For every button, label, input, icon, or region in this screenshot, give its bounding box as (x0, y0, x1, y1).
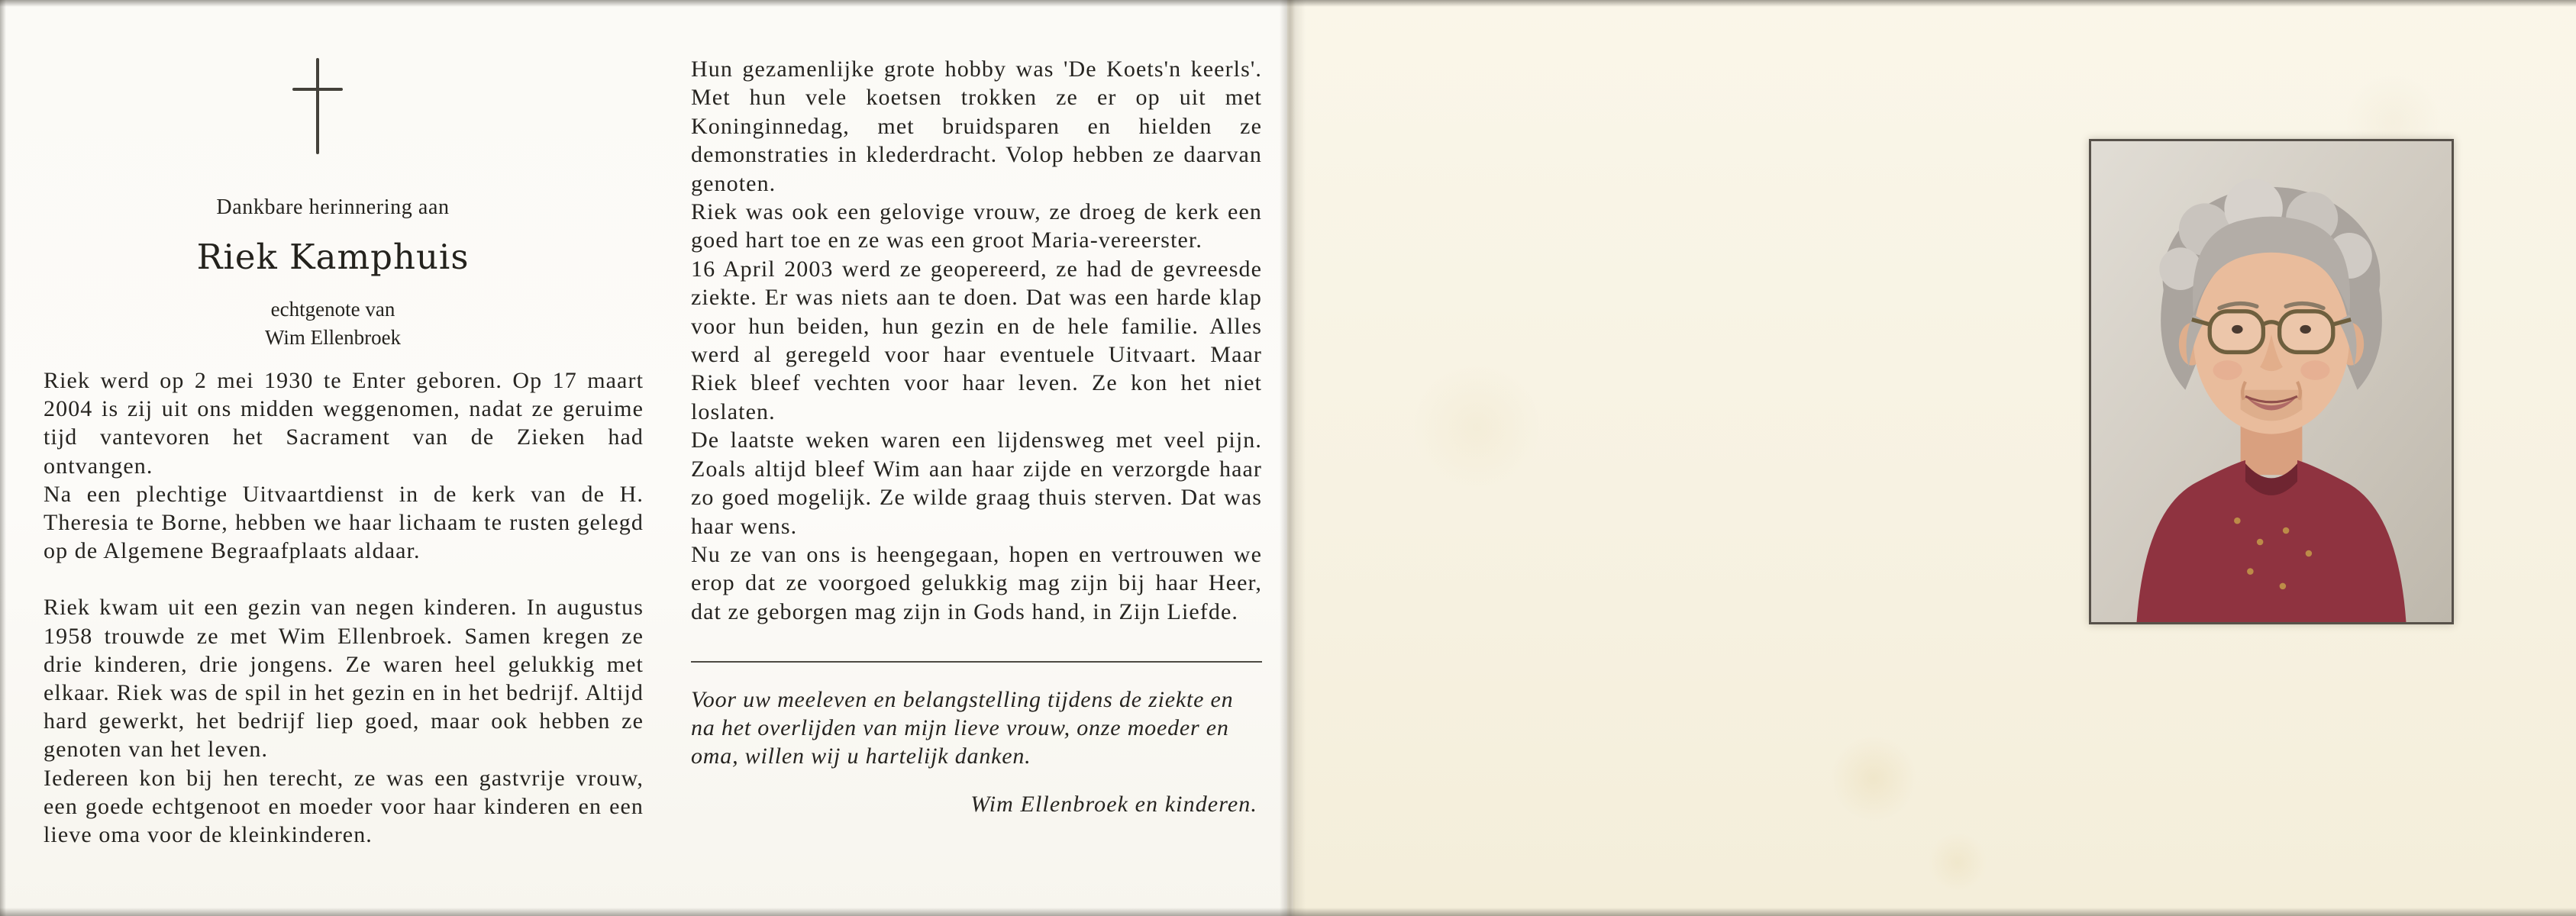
deceased-name: Riek Kamphuis (196, 237, 470, 277)
biography-column-left (44, 366, 644, 849)
signature-text: Wim Ellenbroek en kinderen. (970, 792, 1257, 818)
biography-paragraph: 16 April 2003 werd ze geopereerd, ze had de gevreesde ziekte. Er was niets aan te doen. Dat was een harde klap voor hun beiden, hun gezin en de hele familie. Alles werd al geregeld voor haar eventuele Uitvaart. Maar Riek bleef vechten voor haar leven. Ze kon het niet loslaten. (691, 256, 1262, 424)
biography-paragraph: Riek kwam uit een gezin van negen kinderen. In augustus 1958 trouwde ze met Wim Ellenbroek. Samen kregen ze drie kinderen, drie jongens. Ze waren heel gelukkig met elkaar. Riek was de spil in het gezin en in het bedrijf. Altijd hard gewerkt, het bedrijf liep goed, maar ook hebben ze genoten van het leven. (44, 595, 644, 763)
spouse-name: Wim Ellenbroek (264, 326, 402, 349)
biography-paragraph: Hun gezamenlijke grote hobby was 'De Koets'n keerls'. Met hun vele koetsen trokken ze er op uit met Koninginnedag, met bruidsparen en hielden ze demonstraties in klederdracht. Volop hebben ze daarvan genoten. (691, 56, 1262, 196)
scan-edge-shadow (0, 0, 6, 916)
cross-icon (269, 55, 366, 157)
memorial-heading (31, 195, 635, 350)
portrait-photo (2089, 139, 2454, 624)
memorial-cover-page (1293, 0, 2576, 916)
biography-paragraph: Riek was ook een gelovige vrouw, ze droeg de kerk een goed hart toe en ze was een groot Maria-vereerster. (691, 199, 1262, 253)
biography-paragraph: Na een plechtige Uitvaartdienst in de kerk van de H. Theresia te Borne, hebben we haar lichaam te rusten gelegd op de Algemene Begraafplaats aldaar. (44, 481, 644, 564)
biography-paragraph: De laatste weken waren een lijdensweg met veel pijn. Zoals altijd bleef Wim aan haar zijde en verzorgde haar zo goed mogelijk. Ze wilde graag thuis sterven. Dat was haar wens. (691, 427, 1262, 539)
fold-crease (1280, 0, 1306, 916)
relation-label: echtgenote van (270, 298, 395, 321)
memorial-inner-page (0, 0, 1287, 916)
memorial-intro: Dankbare herinnering aan (216, 195, 450, 219)
biography-column-right (691, 55, 1262, 819)
biography-paragraph: Nu ze van ons is heengegaan, hopen en vertrouwen we erop dat ze voorgoed gelukkig mag zijn bij haar Heer, dat ze geborgen mag zijn in Gods hand, in Zijn Liefde. (691, 541, 1262, 624)
biography-paragraph: Riek werd op 2 mei 1930 te Enter geboren. Op 17 maart 2004 is zij uit ons midden weggenomen, nadat ze geruime tijd vantevoren het Sacrament van de Zieken had ontvangen. (44, 368, 644, 479)
divider-line (691, 661, 1262, 663)
biography-paragraph: Iedereen kon bij hen terecht, ze was een gastvrije vrouw, een goede echtgenoot en moeder voor haar kinderen en een lieve oma voor de kleinkinderen. (44, 765, 644, 848)
acknowledgement-text: Voor uw meeleven en belangstelling tijdens de ziekte en na het overlijden van mijn lieve vrouw, onze moeder en oma, willen wij u hartelijk danken. (691, 687, 1234, 769)
